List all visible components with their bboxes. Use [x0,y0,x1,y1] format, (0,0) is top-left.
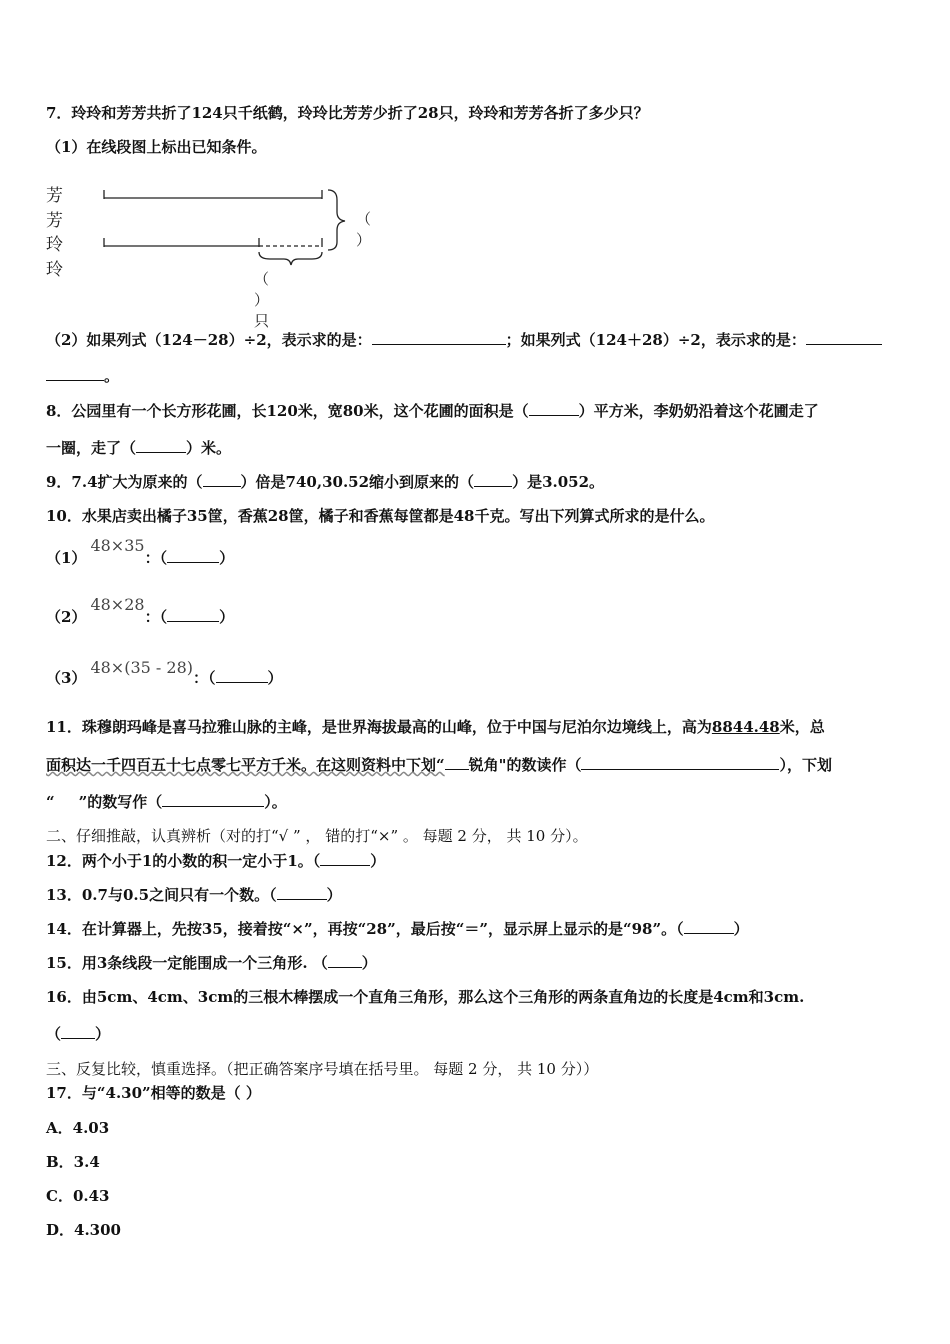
q8-text-d: ）米。 [186,439,232,457]
q8-text-a: 8．公园里有一个长方形花圃，长120米，宽80米，这个花圃的面积是（ [46,402,529,420]
q13-text: 13．0.7与0.5之间只有一个数。（ [46,886,277,904]
q8-line2 [46,438,231,458]
q16-close: ） [95,1025,111,1043]
answer-blank[interactable] [203,472,241,487]
q12 [46,851,385,871]
q7-part2-b: ；如果列式（124＋28）÷2，表示求的是： [505,331,806,349]
q15-close: ） [361,954,377,972]
answer-blank[interactable] [445,755,469,770]
q11-text-f: “ [46,793,55,811]
q8-text-c: 一圈，走了（ [46,439,137,457]
item-colon: ：（ [144,608,168,626]
answer-blank[interactable] [167,548,219,563]
q11-text-g: ”的数写作（ [78,793,163,811]
q8-text-b: ）平方米，李奶奶沿着这个花圃走了 [578,402,819,420]
item-close: ） [219,608,235,626]
q9-text-a: 9．7.4扩大为原来的（ [46,473,203,491]
q7-part2 [46,330,882,350]
option-b[interactable]: B．3.4 [46,1153,100,1171]
q11-text-a: 11．珠穆朗玛峰是喜马拉雅山脉的主峰，是世界海拔最高的山峰，位于中国与尼泊尔边境线上，高为 [46,718,712,736]
answer-blank[interactable] [46,366,104,381]
item-number: （2） [46,608,87,626]
option-c[interactable]: C．0.43 [46,1187,110,1205]
difference-blank: （ ）只 [254,270,270,330]
q7-part1: （1）在线段图上标出已知条件。 [46,138,267,156]
diagram-label-fangfang: 芳芳 [46,186,63,231]
answer-blank[interactable] [320,851,370,866]
q16: 16．由5cm、4cm、3cm的三根木棒摆成一个直角三角形，那么这个三角形的两条直角边的长度是4cm和3cm. [46,988,805,1006]
q7-part2-a: （2）如果列式（124－28）÷2，表示求的是： [46,331,372,349]
item-colon: ：（ [144,549,168,567]
q11-line3 [46,792,287,812]
q9-text-b: ）倍是740,30.52缩小到原来的（ [240,473,475,491]
option-a[interactable]: A．4.03 [46,1119,110,1137]
q15 [46,953,377,973]
q11-text-c: 面积达一千四百五十七点零七平方千米。在这则资料中下划“ [46,756,445,774]
q10-item-1 [46,536,235,568]
section-2-heading: 二、仔细推敲，认真辨析（对的打“√ ” ， 错的打“×” 。 每题 2 分， 共 10 分）。 [46,827,588,845]
q13 [46,885,342,905]
item-number: （3） [46,669,87,687]
q9-text-c: ）是3.052。 [512,473,605,491]
answer-blank[interactable] [684,919,734,934]
q7-part2-end: 。 [104,367,120,385]
brace-total-blank: （ ） [356,210,372,249]
q10-item-2 [46,595,235,627]
q16-open: （ [46,1025,62,1043]
segment-lines [44,172,374,292]
answer-blank[interactable] [167,607,219,622]
answer-blank[interactable] [61,1024,95,1039]
item-number: （1） [46,549,87,567]
q9 [46,472,604,492]
answer-blank[interactable] [372,330,506,345]
q14-text: 14．在计算器上，先按35，接着按“×”，再按“28”，最后按“＝”，显示屏上显示的是“98”。（ [46,920,684,938]
q11-text-b: 米，总 [779,718,825,736]
q14-close: ） [733,920,749,938]
q8-line1 [46,401,819,421]
section-3-heading: 三、反复比较，慎重选择。（把正确答案序号填在括号里。 每题 2 分， 共 10 分）） [46,1060,599,1078]
q10-stem: 10．水果店卖出橘子35筐，香蕉28筐，橘子和香蕉每筐都是48千克。写出下列算式所求的是什么。 [46,507,715,525]
math-expression: 48×28 [90,595,145,614]
answer-blank[interactable] [277,885,327,900]
q16-answer [46,1024,110,1044]
q13-close: ） [326,886,342,904]
q11-line1 [46,717,825,737]
q11-text-h: ）。 [264,793,287,811]
item-close: ） [219,549,235,567]
item-close: ） [267,669,283,687]
answer-blank[interactable] [136,438,186,453]
math-expression: 48×(35 - 28) [90,658,193,677]
answer-blank[interactable] [581,755,779,770]
q17-stem: 17．与“4.30”相等的数是（ ） [46,1084,261,1102]
diagram-label-lingling: 玲玲 [46,235,63,280]
answer-blank[interactable] [328,953,362,968]
q7-stem: 7．玲玲和芳芳共折了124只千纸鹤，玲玲比芳芳少折了28只，玲玲和芳芳各折了多少只？ [46,104,649,122]
q15-text: 15．用3条线段一定能围成一个三角形. （ [46,954,328,972]
q12-text: 12．两个小于1的小数的积一定小于1。（ [46,852,321,870]
math-expression: 48×35 [90,536,145,555]
answer-blank[interactable] [474,472,512,487]
q11-text-d: 锐角"的数读作（ [468,756,582,774]
q10-item-3 [46,658,283,688]
answer-blank[interactable] [216,668,268,683]
underlined-number: 8844.48 [711,718,780,736]
answer-blank[interactable] [806,330,882,345]
answer-blank[interactable] [529,401,579,416]
q7-part2-cont [46,366,119,386]
q11-line2 [46,755,832,775]
q14 [46,919,749,939]
item-colon: ：（ [192,669,216,687]
q12-close: ） [370,852,386,870]
option-d[interactable]: D．4.300 [46,1221,121,1239]
q11-text-e: ），下划 [779,756,832,774]
answer-blank[interactable] [162,792,264,807]
